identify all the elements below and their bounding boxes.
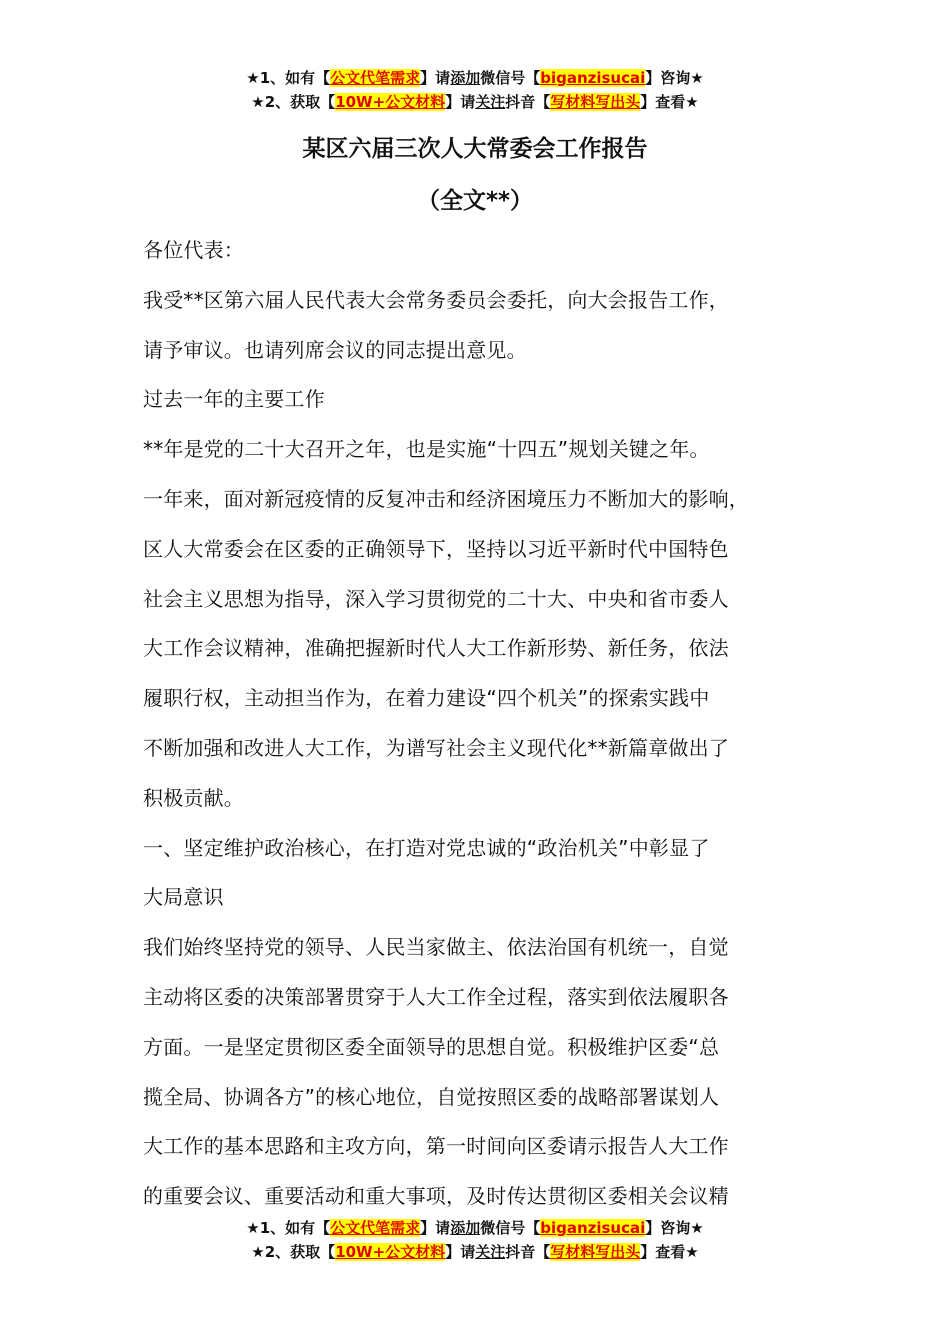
body-line: **年是党的二十大召开之年，也是实施“十四五”规划关键之年。 xyxy=(143,437,710,462)
banner-line-1 xyxy=(0,1216,950,1240)
banner-underlined: 添加 xyxy=(450,1219,481,1237)
banner-text: 】查看★ xyxy=(640,1243,699,1261)
header-banner xyxy=(0,66,950,114)
body-line: 社会主义思想为指导，深入学习贯彻党的二十大、中央和省市委人 xyxy=(143,586,729,611)
body-line: 不断加强和改进人大工作，为谱写社会主义现代化**新篇章做出了 xyxy=(143,735,729,760)
banner-text: ★1、如有【 xyxy=(246,69,331,87)
banner-text: 】查看★ xyxy=(640,93,699,111)
body-line: 我们始终坚持党的领导、人民当家做主、依法治国有机统一，自觉 xyxy=(143,935,729,960)
banner-text: ★2、获取【 xyxy=(251,93,336,111)
body-line: 大工作的基本思路和主攻方向，第一时间向区委请示报告人大工作 xyxy=(143,1134,729,1159)
body-line: 积极贡献。 xyxy=(143,785,244,810)
banner-text: 抖音【 xyxy=(505,93,551,111)
body-line: 一年来，面对新冠疫情的反复冲击和经济困境压力不断加大的影响， xyxy=(143,486,749,511)
document-subtitle: （全文**） xyxy=(416,188,534,214)
banner-text: ★2、获取【 xyxy=(251,1243,336,1261)
banner-line-2 xyxy=(0,90,950,114)
banner-line-2 xyxy=(0,1240,950,1264)
banner-underlined: 添加 xyxy=(450,69,481,87)
body-line: 大工作会议精神，准确把握新时代人大工作新形势、新任务，依法 xyxy=(143,636,729,661)
banner-text: 】请 xyxy=(420,69,451,87)
banner-highlight: 10W+公文材料 xyxy=(335,93,446,111)
body-line: 揽全局、协调各方”的核心地位，自觉按照区委的战略部署谋划人 xyxy=(143,1084,720,1109)
banner-douyin-id: 写材料写出头 xyxy=(550,1243,641,1261)
banner-line-1 xyxy=(0,66,950,90)
document-body xyxy=(143,226,813,1222)
banner-text: 微信号【 xyxy=(480,1219,541,1237)
banner-highlight: 公文代笔需求 xyxy=(330,69,421,87)
banner-douyin-id: 写材料写出头 xyxy=(550,93,641,111)
section-heading: 大局意识 xyxy=(143,885,224,910)
banner-text: ★1、如有【 xyxy=(246,1219,331,1237)
banner-highlight: 公文代笔需求 xyxy=(330,1219,421,1237)
banner-text: 】请 xyxy=(445,1243,476,1261)
banner-text: 】咨询★ xyxy=(645,69,704,87)
body-line: 区人大常委会在区委的正确领导下，坚持以习近平新时代中国特色 xyxy=(143,536,729,561)
banner-underlined: 关注 xyxy=(475,1243,506,1261)
banner-wechat-id: biganzisucai xyxy=(540,1219,646,1237)
body-line: 各位代表： xyxy=(143,238,244,262)
banner-text: 抖音【 xyxy=(505,1243,551,1261)
body-line: 我受**区第六届人民代表大会常务委员会委托，向大会报告工作， xyxy=(143,287,729,312)
body-line: 主动将区委的决策部署贯穿于人大工作全过程，落实到依法履职各 xyxy=(143,984,729,1009)
section-heading: 一、坚定维护政治核心，在打造对党忠诚的“政治机关”中彰显了 xyxy=(143,835,710,860)
body-line: 方面。一是坚定贯彻区委全面领导的思想自觉。积极维护区委“总 xyxy=(143,1034,720,1059)
body-line: 请予审议。也请列席会议的同志提出意见。 xyxy=(143,337,527,362)
document-title: 某区六届三次人大常委会工作报告 xyxy=(302,136,648,162)
body-line: 的重要会议、重要活动和重大事项，及时传达贯彻区委相关会议精 xyxy=(143,1184,729,1209)
banner-underlined: 关注 xyxy=(475,93,506,111)
body-line: 履职行权，主动担当作为，在着力建设“四个机关”的探索实践中 xyxy=(143,686,710,711)
banner-text: 】咨询★ xyxy=(645,1219,704,1237)
banner-wechat-id: biganzisucai xyxy=(540,69,646,87)
banner-highlight: 10W+公文材料 xyxy=(335,1243,446,1261)
footer-banner xyxy=(0,1216,950,1264)
section-heading: 过去一年的主要工作 xyxy=(143,387,325,412)
banner-text: 微信号【 xyxy=(480,69,541,87)
banner-text: 】请 xyxy=(420,1219,451,1237)
banner-text: 】请 xyxy=(445,93,476,111)
